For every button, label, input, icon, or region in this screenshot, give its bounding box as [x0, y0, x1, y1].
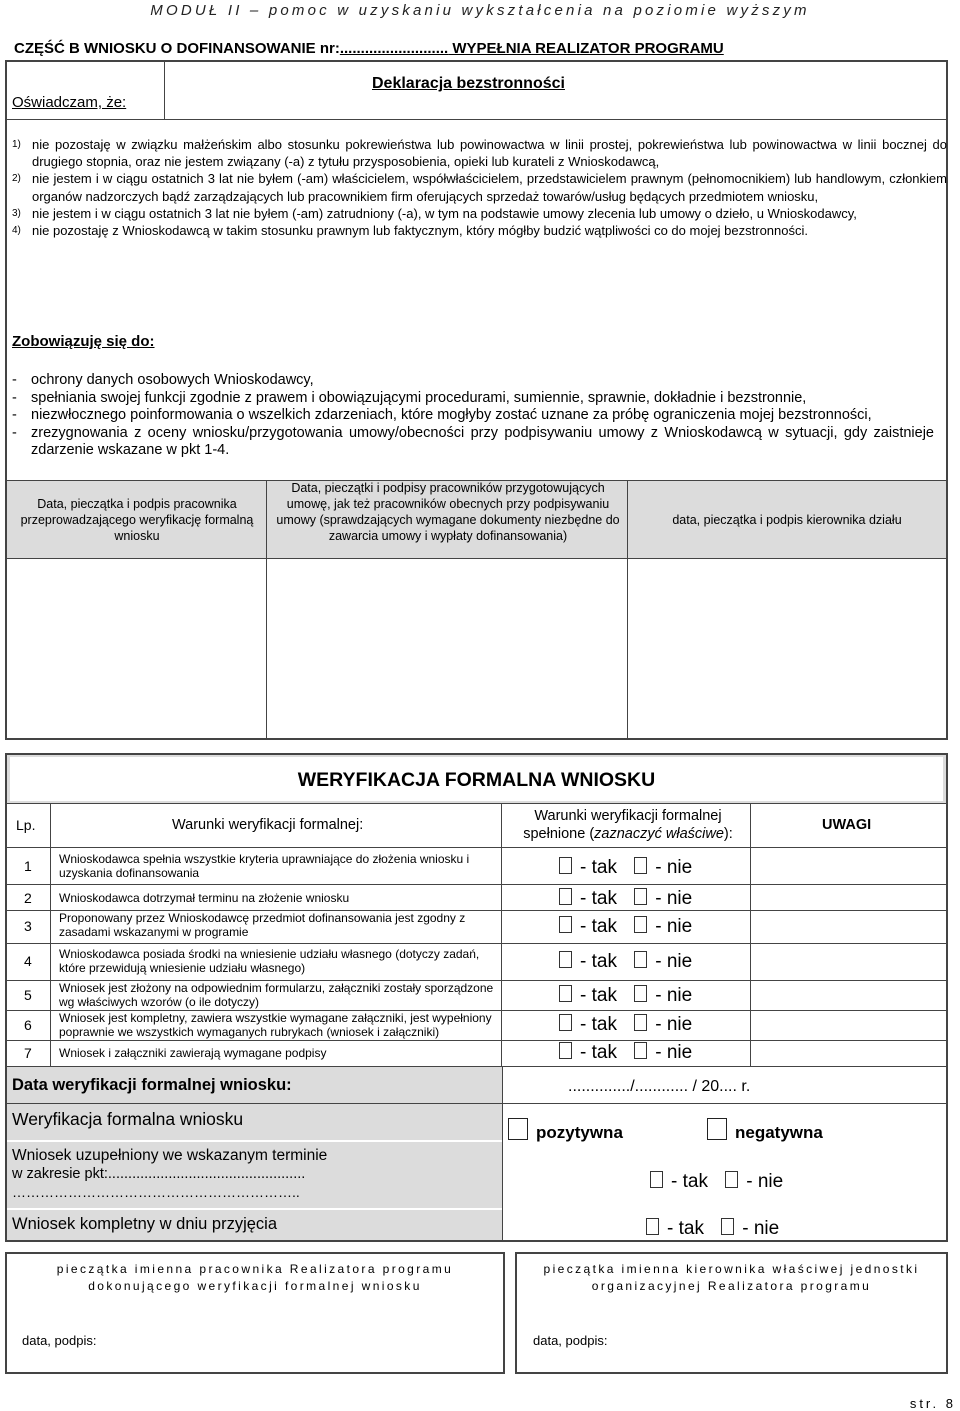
row-lp: 4: [24, 953, 32, 969]
complete-yes-no: - tak - nie: [646, 1218, 779, 1240]
checkbox-yes[interactable]: [559, 888, 572, 905]
row-yes-no: - tak - nie: [559, 916, 692, 938]
checkbox-yes[interactable]: [646, 1218, 659, 1235]
checkbox-no[interactable]: [634, 916, 647, 933]
row-lp: 5: [24, 987, 32, 1003]
row-condition: Wniosek jest kompletny, zawiera wszystkie wymagane załączniki, jest wypełniony poprawnie we wszystkich wymaganych rubrykach (wniosek i załączniki): [59, 1011, 492, 1039]
checkbox-yes[interactable]: [559, 1014, 572, 1031]
row-lp: 7: [24, 1045, 32, 1061]
date-sign-left: data, podpis:: [22, 1333, 97, 1348]
signature-field-verifier[interactable]: [14, 562, 260, 732]
row-yes-no: - tak - nie: [559, 888, 692, 910]
checkbox-no[interactable]: [634, 1014, 647, 1031]
oswiadczam-label: Oświadczam, że:: [12, 94, 127, 111]
part-title-suffix: WYPEŁNIA REALIZATOR PROGRAMU: [448, 40, 724, 57]
stamp-label-verifier: pieczątka imienna pracownika Realizatora programu dokonującego weryfikacji formalnej wniosku: [56, 1262, 454, 1293]
date-sign-right: data, podpis:: [533, 1333, 608, 1348]
checkbox-no[interactable]: [721, 1218, 734, 1235]
row-lp: 3: [24, 918, 32, 934]
checkbox-yes[interactable]: [559, 951, 572, 968]
part-title-text: CZĘŚĆ B WNIOSKU O DOFINANSOWANIE nr:: [14, 40, 340, 57]
row-yes-no: - tak - nie: [559, 951, 692, 973]
result-positive: pozytywna: [508, 1118, 623, 1143]
checkbox-positive[interactable]: [508, 1118, 528, 1140]
checkbox-no[interactable]: [634, 857, 647, 874]
checkbox-yes[interactable]: [559, 1042, 572, 1059]
date-label: Data weryfikacji formalnej wniosku:: [12, 1076, 292, 1094]
complete-label: Wniosek kompletny w dniu przyjęcia: [12, 1215, 278, 1233]
row-condition: Wnioskodawca dotrzymał terminu na złożenie wniosku: [59, 891, 350, 905]
row-condition: Wnioskodawca posiada środki na wniesienie udziału własnego (dotyczy zadań, które przewidują wniesienie udziału własnego): [59, 947, 480, 975]
checkbox-no[interactable]: [634, 985, 647, 1002]
result-negative: negatywna: [707, 1118, 823, 1143]
declaration-item: 4) nie pozostaję z Wnioskodawcą w takim stosunku prawnym lub faktycznym, który mógłby budzić wątpliwości co do mojej bezstronności.: [12, 223, 808, 239]
stamp-label-head: pieczątka imienna kierownika właściwej jednostki organizacyjnej Realizatora programu: [543, 1262, 920, 1293]
signature-label-head: data, pieczątka i podpis kierownika działu: [672, 513, 902, 527]
row-lp: 6: [24, 1017, 32, 1033]
signature-field-contract-staff[interactable]: [272, 562, 622, 732]
supplemented-yes-no: - tak - nie: [650, 1171, 783, 1193]
col-remarks: UWAGI: [822, 817, 872, 833]
row-condition: Wnioskodawca spełnia wszystkie kryteria uprawniające do złożenia wniosku i uzyskania dofinansowania: [59, 852, 470, 880]
declaration-title: Deklaracja bezstronności: [372, 75, 565, 92]
signature-label-verifier: Data, pieczątka i podpis pracownika przeprowadzającego weryfikację formalną wniosku: [20, 497, 254, 543]
commitment-item: - zrezygnowania z oceny wniosku/przygotowania umowy/obecności przy podpisywaniu umowy z Wnioskodawcą w sytuacji, gdy zaistnieje zdarzenie wskazane w pkt 1-4.: [12, 424, 934, 458]
row-yes-no: - tak - nie: [559, 1042, 692, 1064]
row-yes-no: - tak - nie: [559, 1014, 692, 1036]
supplemented-label: Wniosek uzupełniony we wskazanym terminie w zakresie pkt:................................................. ……………………………………………………..: [12, 1147, 328, 1200]
checkbox-yes[interactable]: [650, 1171, 663, 1188]
commitment-list: [12, 372, 934, 460]
signature-field-head[interactable]: [632, 562, 942, 732]
row-lp: 1: [24, 858, 32, 874]
result-label: Weryfikacja formalna wniosku: [12, 1109, 244, 1129]
date-field[interactable]: ............../............ / 20.... r.: [568, 1078, 751, 1095]
page-number: str. 8: [909, 1396, 956, 1411]
commitment-item: - ochrony danych osobowych Wnioskodawcy,: [12, 372, 314, 388]
part-title: [14, 40, 724, 57]
declaration-items: [12, 136, 947, 239]
checkbox-no[interactable]: [634, 1042, 647, 1059]
checkbox-no[interactable]: [634, 951, 647, 968]
part-title-dots: ..........................: [339, 40, 449, 57]
running-header: MODUŁ II – pomoc w uzyskaniu wykształcenia na poziomie wyższym: [150, 2, 810, 19]
commitment-item: - niezwłocznego poinformowania o wszelkich zdarzeniach, które mogłyby zostać uznane za próbę ograniczenia mojej bezstronności,: [12, 407, 872, 423]
checkbox-yes[interactable]: [559, 916, 572, 933]
commitment-item: - spełniania swojej funkcji zgodnie z prawem i obowiązującymi procedurami, sumiennie, sprawnie, dokładnie i bezstronnie,: [12, 389, 807, 406]
checkbox-yes[interactable]: [559, 985, 572, 1002]
commit-title: Zobowiązuję się do:: [12, 333, 155, 350]
declaration-item: 2) nie jestem i w ciągu ostatnich 3 lat nie byłem (-am) właścicielem, współwłaścicielem, przedstawicielem prawnym (pełnomocnikiem) lub handlowym, członkiem organów nadzorczych bądź zarządzających lub pracownikiem firm oferujących sprzedaż towarów/usług będących przedmiotem wniosku,: [12, 171, 947, 204]
verification-title: WERYFIKACJA FORMALNA WNIOSKU: [297, 769, 656, 791]
row-condition: Wniosek i załączniki zawierają wymagane podpisy: [59, 1046, 327, 1060]
declaration-item: 3) nie jestem i w ciągu ostatnich 3 lat nie byłem (-am) zatrudniony (-a), w tym na podstawie umowy zlecenia lub umowy o dzieło, u Wnioskodawcy,: [12, 205, 857, 221]
checkbox-negative[interactable]: [707, 1118, 727, 1140]
checkbox-no[interactable]: [725, 1171, 738, 1188]
row-lp: 2: [24, 890, 32, 906]
row-condition: Proponowany przez Wnioskodawcę przedmiot dofinansowania jest zgodny z zasadami wskazanymi w programie: [59, 911, 466, 939]
checkbox-yes[interactable]: [559, 857, 572, 874]
checkbox-no[interactable]: [634, 888, 647, 905]
signature-label-contract-staff: Data, pieczątki i podpisy pracowników przygotowujących umowę, jak też pracowników obecnych przy podpisywaniu umowy (sprawdzających wymagane dokumenty niezbędne do zawarcia umowy i wypłaty dofinansowania): [276, 481, 620, 543]
row-yes-no: - tak - nie: [559, 985, 692, 1007]
col-lp: Lp.: [16, 817, 36, 833]
col-fulfilled: Warunki weryfikacji formalnej spełnione (zaznaczyć właściwe):: [523, 808, 733, 842]
declaration-item: 1) nie pozostaję w związku małżeńskim albo stosunku pokrewieństwa lub powinowactwa w linii prostej, pokrewieństwa lub powinowactwa w linii bocznej do drugiego stopnia, oraz nie jestem związany (-a) z tytułu przysposobienia, opieki lub kurateli z Wnioskodawcą,: [12, 137, 947, 170]
row-condition: Wniosek jest złożony na odpowiednim formularzu, załączniki zostały sporządzone wg właściwych wzorów (o ile dotyczy): [59, 981, 494, 1009]
row-yes-no: - tak - nie: [559, 857, 692, 879]
col-conditions: Warunki weryfikacji formalnej:: [172, 817, 364, 833]
